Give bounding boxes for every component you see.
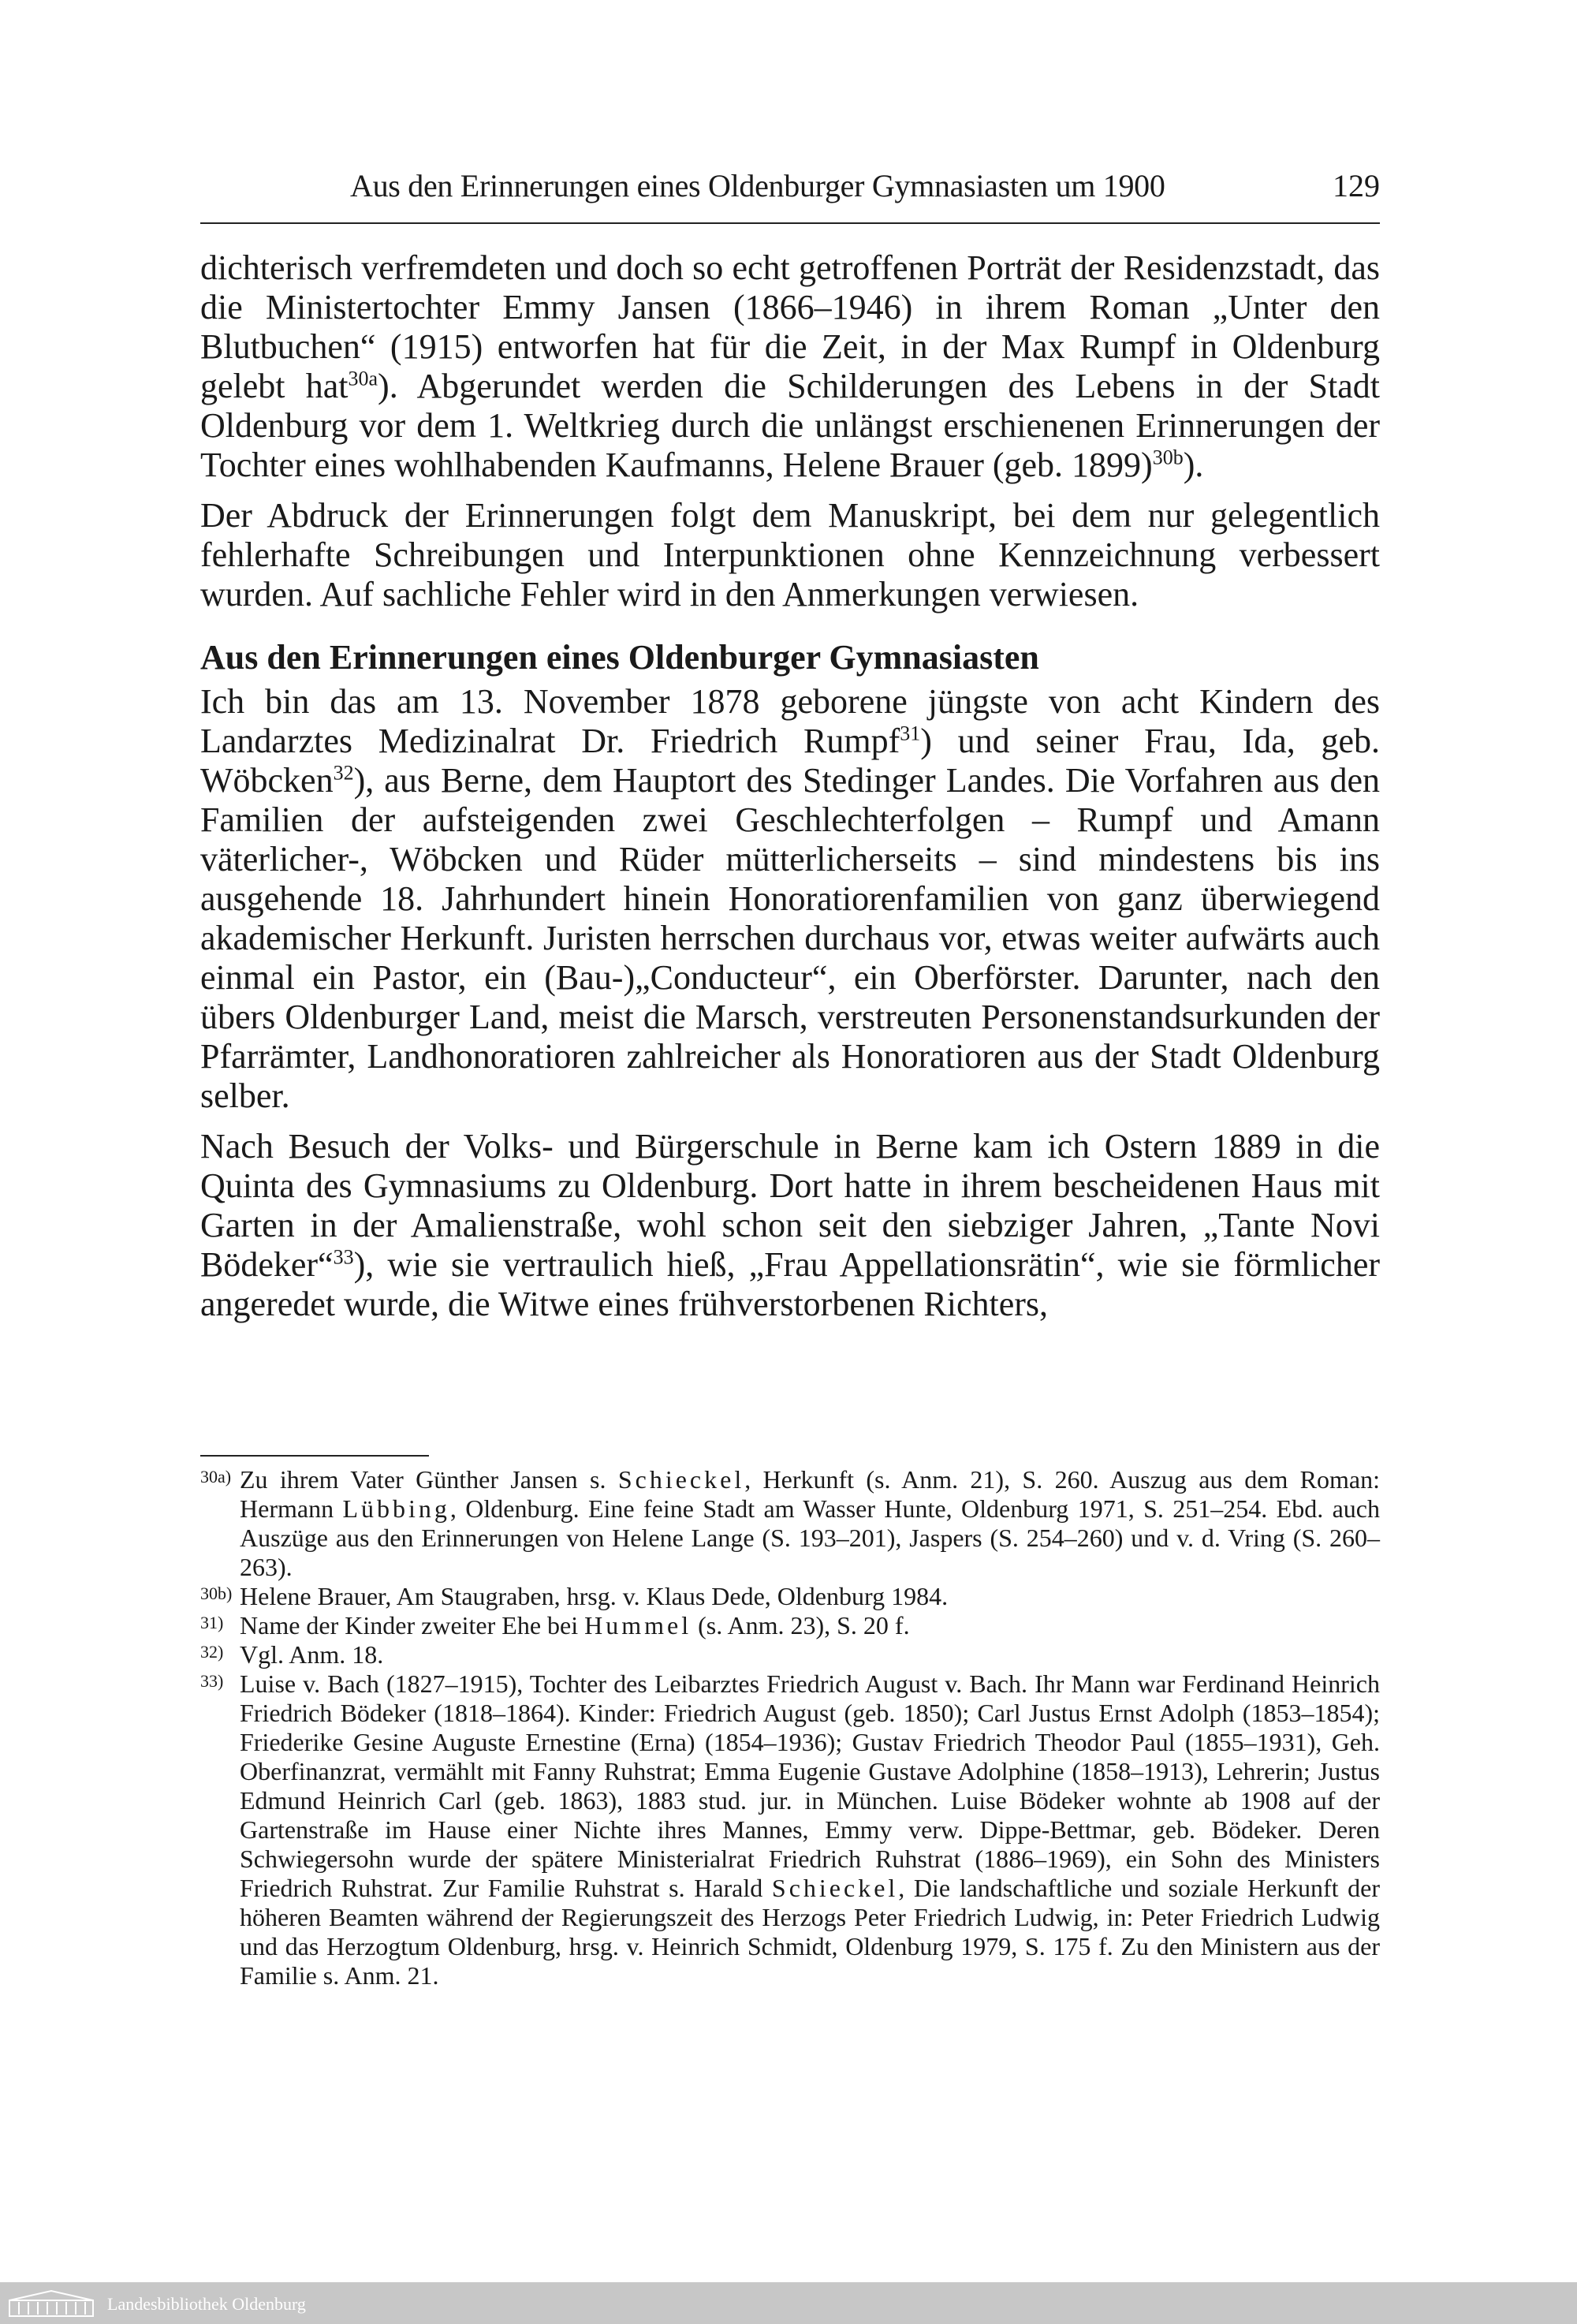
footnote-text	[240, 1465, 1380, 1582]
footnote-rule	[200, 1455, 429, 1457]
paragraph-4	[200, 1127, 1380, 1324]
footnote-text-part: , Die landschaftliche und soziale Herkunft der höheren Beamten während der Regierungszeit des Herzogs Peter Friedrich Ludwig, in: Peter Friedrich Ludwig und das Herzogtum Oldenburg, hrsg. v. Heinrich Schmidt, Oldenburg 1979, S. 175 f. Zu den Ministern aus der Familie s. Anm. 21.	[240, 1874, 1381, 1990]
footnote-mark: 32)	[200, 1642, 224, 1662]
paragraph-text: ) und seiner Frau, Ida, geb. Wöbcken	[200, 722, 1381, 800]
section-heading: Aus den Erinnerungen eines Oldenburger Gymnasiasten	[200, 638, 1039, 677]
main-text	[200, 248, 1380, 1335]
footnote-ref: 30b	[1152, 446, 1184, 469]
author-name: Schieckel	[617, 1465, 745, 1494]
paragraph-text: ).	[1183, 446, 1204, 484]
footnote-mark: 30a)	[200, 1467, 232, 1487]
author-name: Schieckel	[771, 1874, 899, 1902]
footnote-text: Vgl. Anm. 18.	[240, 1640, 384, 1669]
paragraph-text: Ich bin das am 13. November 1878 geborene jüngste von acht Kindern des Landarztes Medizinalrat Dr. Friedrich Rumpf	[200, 682, 1380, 760]
paragraph-2: Der Abdruck der Erinnerungen folgt dem Manuskript, bei dem nur gelegentlich fehlerhafte Schreibungen und Interpunktionen ohne Kennzeichnung verbessert wurden. Auf sachliche Fehler wird in den Anmerkungen verwiesen.	[200, 496, 1380, 614]
footnote-30a	[200, 1465, 1380, 1582]
footnote-text-part: , Herkunft (s. Anm. 21), S. 260. Auszug aus dem Roman: Hermann	[240, 1465, 1381, 1523]
footnote-30b	[200, 1582, 1380, 1611]
library-footer-bar	[0, 2282, 1577, 2324]
paragraph-text: Nach Besuch der Volks- und Bürgerschule in Berne kam ich Ostern 1889 in die Quinta des Gymnasiums zu Oldenburg. Dort hatte in ihrem bescheidenen Haus mit Garten in der Amalienstraße, wohl schon seit den siebziger Jahren, „Tante Novi Bödeker“	[200, 1127, 1380, 1284]
page-number: 129	[1333, 168, 1380, 203]
footnote-31	[200, 1611, 1380, 1640]
footnote-ref: 32	[333, 761, 354, 785]
footnote-text-part: Zu ihrem Vater Günther Jansen s.	[240, 1465, 618, 1494]
footnote-text-part: Luise v. Bach (1827–1915), Tochter des Leibarztes Friedrich August v. Bach. Ihr Mann war Ferdinand Heinrich Friedrich Bödeker (1818–1864). Kinder: Friedrich August (geb. 1850); Carl Justus Ernst Adolph (1853–1854); Friederike Gesine Auguste Ernestine (Erna) (1854–1936); Gustav Friedrich Theodor Paul (1855–1931), Geh. Oberfinanzrat, vermählt mit Fanny Ruhstrat; Emma Eugenie Gustave Adolphine (1858–1913), Lehrerin; Justus Edmund Heinrich Carl (geb. 1863), 1883 stud. jur. in München. Luise Bödeker wohnte ab 1908 auf der Gartenstraße im Hause einer Nichte ihres Mannes, Emmy verw. Dippe-Bettmar, geb. Bödeker. Deren Schwiegersohn wurde der spätere Ministerialrat Friedrich Ruhstrat (1886–1969), ein Sohn des Ministers Friedrich Ruhstrat. Zur Familie Ruhstrat s. Harald	[240, 1669, 1380, 1902]
footnote-mark: 33)	[200, 1671, 224, 1691]
footnote-text-part: , Oldenburg. Eine feine Stadt am Wasser Hunte, Oldenburg 1971, S. 251–254. Ebd. auch Auszüge aus den Erinnerungen von Helene Lange (S. 193–201), Jaspers (S. 254–260) und v. d. Vring (S. 260–263).	[240, 1494, 1381, 1581]
header-rule	[200, 222, 1380, 224]
footnote-ref: 33	[333, 1245, 354, 1269]
paragraph-text: ). Abgerundet werden die Schilderungen des Lebens in der Stadt Oldenburg vor dem 1. Weltkrieg durch die unlängst erschienenen Erinnerungen der Tochter eines wohlhabenden Kaufmanns, Helene Brauer (geb. 1899)	[200, 367, 1381, 484]
paragraph-text: dichterisch verfremdeten und doch so echt getroffenen Porträt der Residenzstadt, das die Ministertochter Emmy Jansen (1866–1946) in ihrem Roman „Unter den Blutbuchen“ (1915) entworfen hat für die Zeit, in der Max Rumpf in Oldenburg gelebt hat	[200, 248, 1380, 405]
footnote-mark: 30b)	[200, 1584, 233, 1603]
footnote-text	[240, 1611, 1380, 1640]
footnote-text: Helene Brauer, Am Staugraben, hrsg. v. Klaus Dede, Oldenburg 1984.	[240, 1582, 949, 1610]
paragraph-text: ), wie sie vertraulich hieß, „Frau Appellationsrätin“, wie sie förmlicher angeredet wurde, die Witwe eines frühverstorbenen Richters,	[200, 1245, 1380, 1323]
footnote-32	[200, 1640, 1380, 1669]
running-title: Aus den Erinnerungen eines Oldenburger Gymnasiasten um 1900	[350, 168, 1165, 203]
page-header	[200, 167, 1380, 214]
paragraph-3	[200, 682, 1380, 1116]
footnote-mark: 31)	[200, 1613, 224, 1632]
paragraph-text: ), aus Berne, dem Hauptort des Stedinger Landes. Die Vorfahren aus den Familien der aufsteigenden zwei Geschlechterfolgen – Rumpf und Amann väterlicher-, Wöbcken und Rüder mütterlicherseits – sind mindestens bis ins ausgehende 18. Jahrhundert hinein Honoratiorenfamilien von ganz überwiegend akademischer Herkunft. Juristen herrschen durchaus vor, etwas weiter aufwärts auch einmal ein Pastor, ein (Bau-)„Conducteur“, ein Oberförster. Darunter, nach den übers Oldenburger Land, meist die Marsch, verstreuten Personenstandsurkunden der Pfarrämter, Landhonoratioren zahlreicher als Honoratioren aus der Stadt Oldenburg selber.	[200, 761, 1380, 1115]
footnotes	[200, 1465, 1380, 1990]
author-name: Lübbing	[342, 1494, 450, 1523]
author-name: Hummel	[584, 1611, 692, 1639]
footnote-text	[240, 1669, 1380, 1990]
paragraph-1	[200, 248, 1380, 485]
footnote-33	[200, 1669, 1380, 1990]
footnote-text-part: Name der Kinder zweiter Ehe bei	[240, 1611, 585, 1639]
library-name: Landesbibliothek Oldenburg	[107, 2294, 306, 2314]
library-building-icon	[8, 2289, 95, 2318]
footnote-ref: 31	[900, 722, 921, 745]
footnote-ref: 30a	[348, 367, 378, 390]
footnote-text-part: (s. Anm. 23), S. 20 f.	[692, 1611, 910, 1639]
